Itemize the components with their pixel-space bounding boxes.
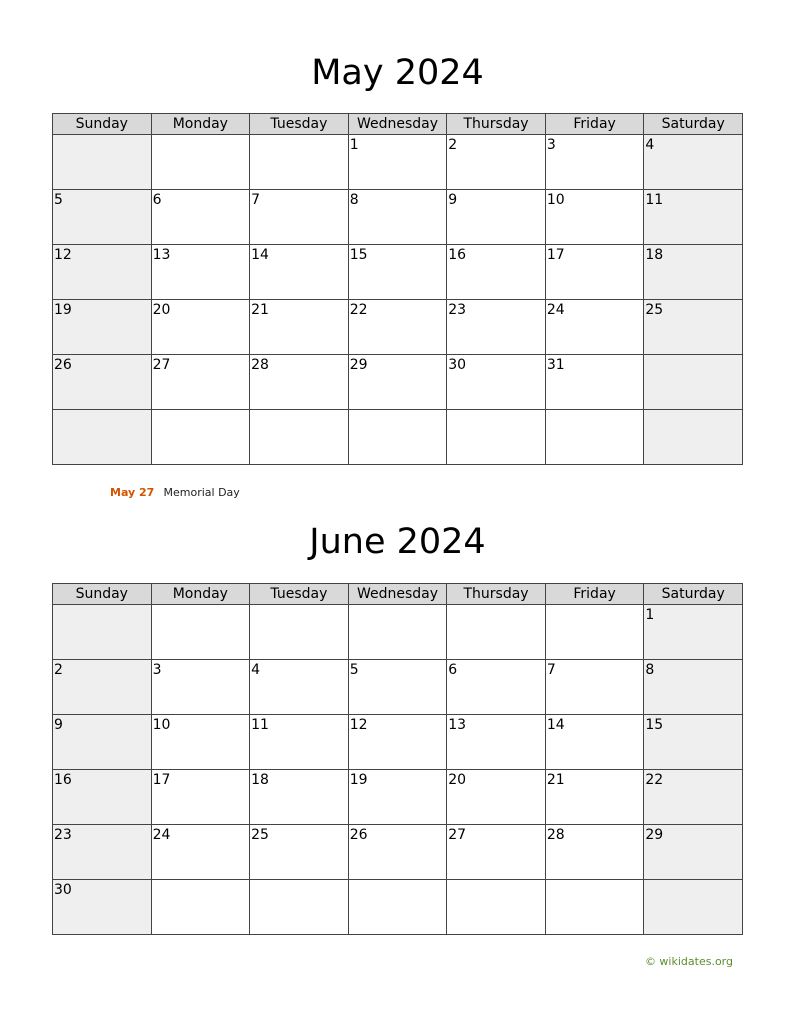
day-cell: [53, 880, 152, 935]
day-number: [152, 135, 250, 137]
day-number: [53, 135, 151, 137]
day-number: 18: [645, 247, 664, 263]
month-title: May 2024: [311, 53, 484, 93]
day-number: 3: [152, 662, 162, 678]
day-number: [349, 605, 447, 607]
day-number: 16: [54, 772, 72, 788]
holiday-date: May 27: [110, 486, 155, 499]
weekday-header: Wednesday: [348, 584, 447, 605]
day-cell: [644, 245, 743, 300]
day-cell: [53, 135, 152, 190]
week-row: [53, 355, 743, 410]
day-cell: [644, 410, 743, 465]
day-number: 25: [251, 827, 269, 843]
day-number: [250, 880, 348, 882]
day-cell: [151, 880, 250, 935]
day-cell: [151, 825, 250, 880]
day-cell: [644, 300, 743, 355]
day-number: 31: [546, 357, 565, 373]
day-cell: [151, 770, 250, 825]
weekday-header: Sunday: [53, 114, 152, 135]
day-cell: [545, 605, 644, 660]
day-number: 28: [546, 827, 565, 843]
day-cell: [250, 880, 349, 935]
week-row: [53, 715, 743, 770]
day-number: [447, 605, 545, 607]
week-row: [53, 880, 743, 935]
weekday-header-row: [53, 114, 743, 135]
day-number: 15: [645, 717, 664, 733]
day-number: 9: [54, 717, 63, 733]
week-row: [53, 660, 743, 715]
weekday-header: Monday: [151, 114, 250, 135]
day-cell: [53, 190, 152, 245]
week-row: [53, 300, 743, 355]
day-number: 19: [349, 772, 368, 788]
day-number: [447, 410, 545, 412]
footer-credit: © wikidates.org: [644, 955, 733, 968]
day-cell: [644, 880, 743, 935]
day-cell: [250, 715, 349, 770]
day-cell: [545, 770, 644, 825]
day-number: [546, 605, 644, 607]
day-number: 4: [251, 662, 261, 678]
day-number: [250, 135, 348, 137]
day-cell: [151, 355, 250, 410]
day-number: [546, 410, 644, 412]
day-number: 22: [349, 302, 368, 318]
day-cell: [644, 715, 743, 770]
day-cell: [447, 135, 546, 190]
weekday-header: Saturday: [644, 114, 743, 135]
day-cell: [447, 190, 546, 245]
day-number: 14: [546, 717, 565, 733]
day-cell: [644, 135, 743, 190]
day-cell: [447, 715, 546, 770]
day-cell: [644, 660, 743, 715]
day-number: 20: [152, 302, 171, 318]
day-number: 9: [448, 192, 458, 208]
day-number: 7: [251, 192, 261, 208]
day-cell: [545, 410, 644, 465]
day-cell: [348, 825, 447, 880]
day-cell: [53, 245, 152, 300]
day-cell: [151, 245, 250, 300]
day-cell: [545, 825, 644, 880]
day-number: 20: [448, 772, 467, 788]
day-number: 22: [645, 772, 664, 788]
day-number: 23: [54, 827, 72, 843]
day-cell: [250, 770, 349, 825]
day-cell: [644, 355, 743, 410]
day-cell: [250, 355, 349, 410]
day-number: 2: [54, 662, 63, 678]
holiday-note: [110, 486, 240, 500]
day-cell: [348, 605, 447, 660]
day-cell: [250, 245, 349, 300]
day-cell: [644, 190, 743, 245]
day-cell: [151, 715, 250, 770]
weekday-header: Sunday: [53, 584, 152, 605]
day-number: 26: [54, 357, 72, 373]
day-cell: [545, 245, 644, 300]
day-cell: [545, 660, 644, 715]
day-cell: [151, 660, 250, 715]
day-number: [53, 605, 151, 607]
weekday-header: Saturday: [644, 584, 743, 605]
day-cell: [53, 770, 152, 825]
day-number: 15: [349, 247, 368, 263]
day-cell: [151, 605, 250, 660]
day-cell: [447, 245, 546, 300]
day-cell: [151, 190, 250, 245]
day-number: [644, 880, 742, 882]
day-cell: [348, 355, 447, 410]
day-cell: [250, 825, 349, 880]
day-number: [250, 605, 348, 607]
day-cell: [53, 715, 152, 770]
day-number: 19: [54, 302, 72, 318]
week-row: [53, 245, 743, 300]
day-number: [152, 880, 250, 882]
day-number: 8: [349, 192, 359, 208]
day-cell: [151, 135, 250, 190]
day-cell: [250, 190, 349, 245]
day-cell: [644, 770, 743, 825]
day-number: 14: [251, 247, 269, 263]
day-number: [152, 605, 250, 607]
day-cell: [348, 410, 447, 465]
day-cell: [250, 660, 349, 715]
day-cell: [447, 300, 546, 355]
day-cell: [545, 880, 644, 935]
day-number: 5: [54, 192, 63, 208]
day-number: [447, 880, 545, 882]
day-cell: [151, 300, 250, 355]
weekday-header-row: [53, 584, 743, 605]
day-number: 16: [448, 247, 467, 263]
day-number: 21: [251, 302, 269, 318]
day-cell: [348, 190, 447, 245]
day-number: 6: [152, 192, 162, 208]
day-number: 1: [349, 137, 359, 153]
calendar-grid: [52, 583, 743, 935]
weekday-header: Tuesday: [250, 584, 349, 605]
day-cell: [545, 190, 644, 245]
day-number: 1: [645, 607, 655, 623]
day-number: 17: [152, 772, 171, 788]
day-cell: [151, 410, 250, 465]
day-cell: [348, 880, 447, 935]
day-number: 25: [645, 302, 664, 318]
calendar-grid: [52, 113, 743, 465]
week-row: [53, 410, 743, 465]
day-number: 8: [645, 662, 655, 678]
day-number: 24: [152, 827, 171, 843]
day-number: 6: [448, 662, 458, 678]
day-cell: [53, 410, 152, 465]
day-cell: [250, 300, 349, 355]
day-cell: [447, 825, 546, 880]
day-number: 30: [448, 357, 467, 373]
weekday-header: Monday: [151, 584, 250, 605]
day-number: 24: [546, 302, 565, 318]
day-number: 10: [152, 717, 171, 733]
holiday-name: Memorial Day: [163, 486, 240, 499]
day-cell: [447, 660, 546, 715]
day-number: 11: [251, 717, 269, 733]
week-row: [53, 135, 743, 190]
day-number: [546, 880, 644, 882]
day-number: 5: [349, 662, 359, 678]
day-number: [152, 410, 250, 412]
day-cell: [348, 770, 447, 825]
day-cell: [53, 605, 152, 660]
day-number: 27: [152, 357, 171, 373]
day-number: [349, 410, 447, 412]
weekday-header: Thursday: [447, 114, 546, 135]
day-number: 30: [54, 882, 72, 898]
day-cell: [545, 715, 644, 770]
day-cell: [348, 660, 447, 715]
day-cell: [447, 605, 546, 660]
day-number: 28: [251, 357, 269, 373]
week-row: [53, 770, 743, 825]
day-number: 3: [546, 137, 556, 153]
day-number: 21: [546, 772, 565, 788]
day-number: 18: [251, 772, 269, 788]
weekday-header: Tuesday: [250, 114, 349, 135]
day-cell: [348, 135, 447, 190]
day-number: 29: [645, 827, 664, 843]
weekday-header: Friday: [545, 584, 644, 605]
day-number: [644, 410, 742, 412]
month-title: June 2024: [309, 522, 486, 562]
day-cell: [53, 300, 152, 355]
day-number: 27: [448, 827, 467, 843]
day-cell: [545, 135, 644, 190]
day-cell: [348, 715, 447, 770]
day-cell: [545, 300, 644, 355]
day-number: 11: [645, 192, 664, 208]
day-cell: [644, 825, 743, 880]
weekday-header: Friday: [545, 114, 644, 135]
week-row: [53, 190, 743, 245]
day-cell: [447, 880, 546, 935]
day-cell: [545, 355, 644, 410]
day-number: 17: [546, 247, 565, 263]
week-row: [53, 605, 743, 660]
day-cell: [250, 605, 349, 660]
day-number: [53, 410, 151, 412]
day-number: 12: [349, 717, 368, 733]
day-number: 23: [448, 302, 467, 318]
day-cell: [53, 355, 152, 410]
day-cell: [348, 245, 447, 300]
day-number: 13: [448, 717, 467, 733]
day-cell: [644, 605, 743, 660]
week-row: [53, 825, 743, 880]
day-number: 29: [349, 357, 368, 373]
day-number: 7: [546, 662, 556, 678]
day-number: [644, 355, 742, 357]
weekday-header: Thursday: [447, 584, 546, 605]
day-number: 26: [349, 827, 368, 843]
day-number: 13: [152, 247, 171, 263]
day-cell: [447, 770, 546, 825]
day-number: [250, 410, 348, 412]
day-cell: [250, 410, 349, 465]
day-number: 2: [448, 137, 458, 153]
day-cell: [447, 355, 546, 410]
day-cell: [348, 300, 447, 355]
day-number: [349, 880, 447, 882]
day-cell: [250, 135, 349, 190]
day-number: 12: [54, 247, 72, 263]
day-number: 4: [645, 137, 655, 153]
day-cell: [53, 825, 152, 880]
day-number: 10: [546, 192, 565, 208]
day-cell: [447, 410, 546, 465]
weekday-header: Wednesday: [348, 114, 447, 135]
day-cell: [53, 660, 152, 715]
